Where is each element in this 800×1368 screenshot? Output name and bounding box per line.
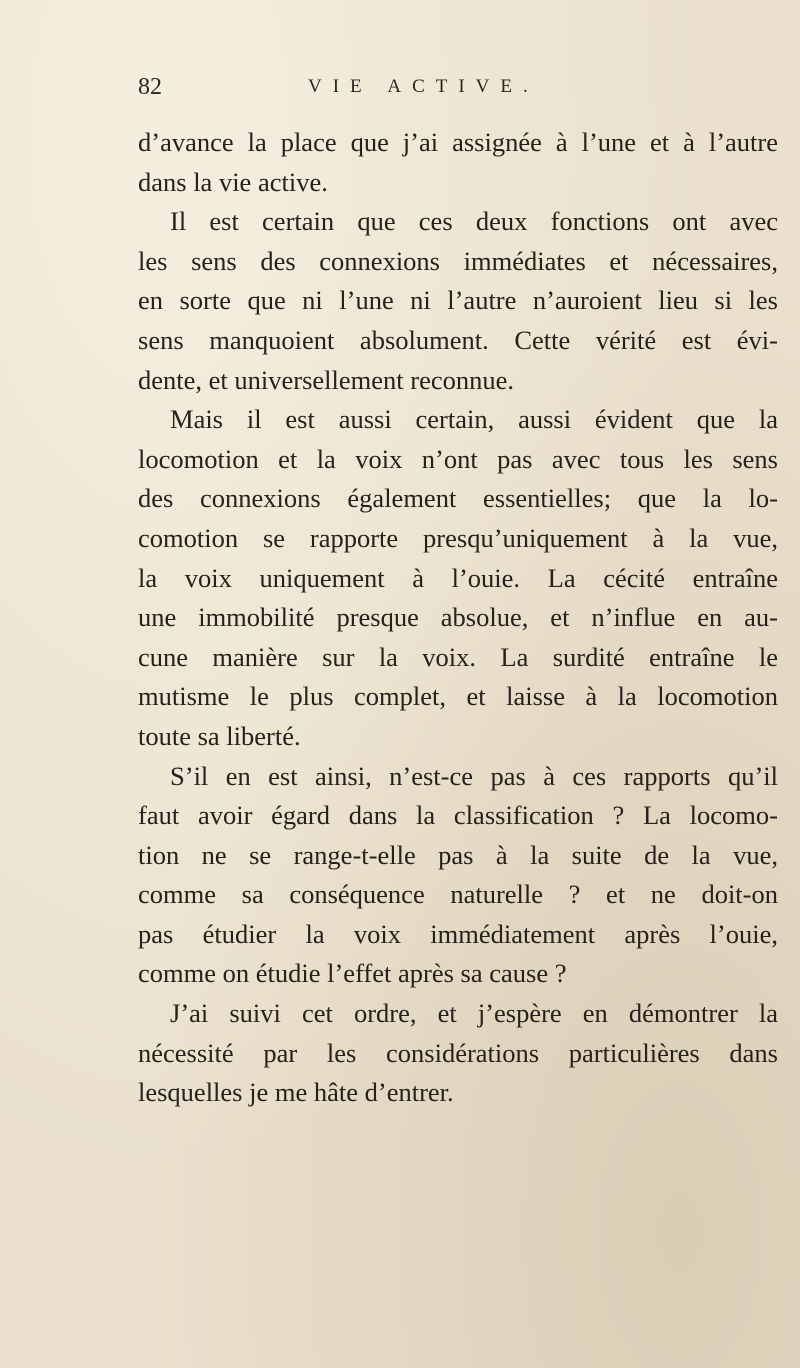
text-line: comme sa conséquence naturelle ? et ne doit-on: [138, 879, 778, 910]
text-line: tion ne se range-t-elle pas à la suite de la vue,: [138, 839, 778, 870]
text-line: mutisme le plus complet, et laisse à la locomotion: [138, 681, 778, 712]
text-line: lesquelles je me hâte d’entrer.: [138, 1077, 454, 1108]
text-line: nécessité par les considérations particulières dans: [138, 1037, 778, 1068]
text-line: faut avoir égard dans la classification ? La locomo-: [138, 800, 778, 831]
text-line: comotion se rapporte presqu’uniquement à la vue,: [138, 522, 778, 553]
paragraph-start-line: J’ai suivi cet ordre, et j’espère en démontrer la: [170, 998, 778, 1029]
text-line: pas étudier la voix immédiatement après l’ouie,: [138, 918, 778, 949]
text-line: la voix uniquement à l’ouie. La cécité entraîne: [138, 562, 778, 593]
text-line: comme on étudie l’effet après sa cause ?: [138, 958, 567, 989]
body-text: [138, 123, 778, 1113]
running-head: [138, 74, 778, 114]
running-title: VIE ACTIVE.: [308, 76, 539, 97]
text-line: dente, et universellement reconnue.: [138, 364, 514, 395]
text-line: cune manière sur la voix. La surdité entraîne le: [138, 641, 778, 672]
paragraph-start-line: Mais il est aussi certain, aussi évident que la: [170, 404, 778, 435]
text-line: locomotion et la voix n’ont pas avec tous les sens: [138, 443, 778, 474]
text-line: toute sa liberté.: [138, 720, 301, 751]
page-number: 82: [138, 74, 162, 100]
paragraph-start-line: S’il en est ainsi, n’est-ce pas à ces rapports qu’il: [170, 760, 778, 791]
text-line: sens manquoient absolument. Cette vérité est évi-: [138, 324, 778, 355]
text-line: les sens des connexions immédiates et nécessaires,: [138, 245, 778, 276]
paragraph-start-line: Il est certain que ces deux fonctions ont avec: [170, 206, 778, 237]
text-line: en sorte que ni l’une ni l’autre n’auroient lieu si les: [138, 285, 778, 316]
text-line: d’avance la place que j’ai assignée à l’une et à l’autre: [138, 127, 778, 157]
text-line: dans la vie active.: [138, 166, 328, 197]
text-line: des connexions également essentielles; que la lo-: [138, 483, 778, 514]
text-line: une immobilité presque absolue, et n’influe en au-: [138, 602, 778, 633]
